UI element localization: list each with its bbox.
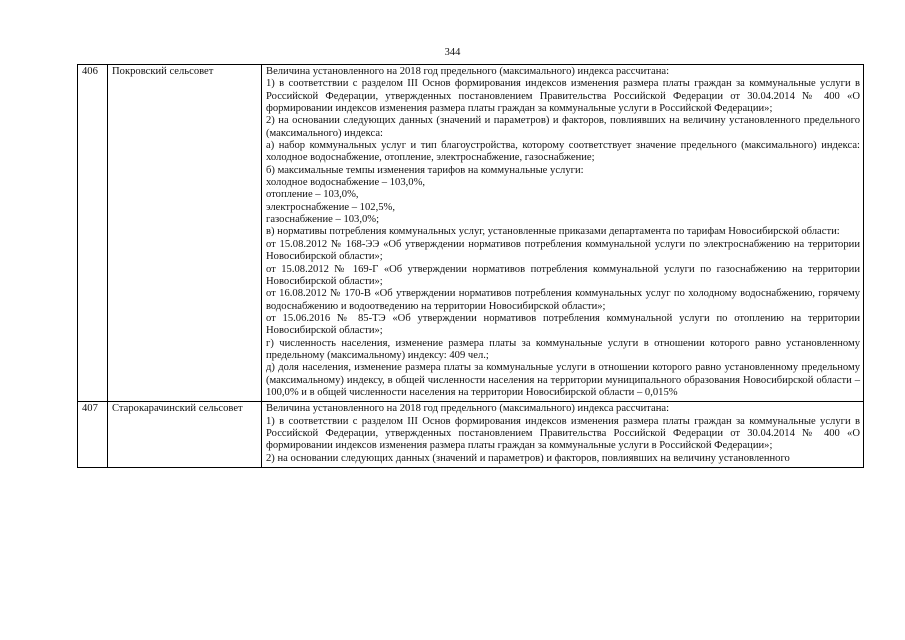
index-table	[77, 64, 864, 468]
desc-line: холодное водоснабжение – 103,0%,	[266, 177, 426, 189]
desc-line: отопление – 103,0%,	[266, 189, 359, 201]
desc-line: 1) в соответствии с разделом III Основ формирования индексов изменения размера платы граждан за коммунальные услуги в Российской Федерации, утвержденных постановлением Правительства Российской Федерации от 30.04.2014 № 400 «О формировании индексов изменения размера платы граждан за коммунальные услуги в Российской Федерации»;	[266, 415, 860, 452]
desc-line: д) доля населения, изменение размера платы за коммунальные услуги в отношении которого равно установленному предельному (максимальному) индексу, в общей численности населения на территории муниципального образования Новосибирской области – 100,0% и в общей численности населения на территории Новосибирской области – 0,015%	[266, 362, 860, 398]
desc-line: от 15.06.2016 № 85-ТЭ «Об утверждении нормативов потребления коммунальной услуги по отоплению на территории Новосибирской области»;	[266, 312, 860, 337]
desc-line: г) численность населения, изменение размера платы за коммунальные услуги в отношении которого равно установленному предельному (максимальному) индексу: 409 чел.;	[266, 337, 860, 361]
row-number: 407	[78, 402, 108, 468]
desc-line: Величина установленного на 2018 год предельного (максимального) индекса рассчитана:	[266, 403, 670, 415]
table-row	[78, 65, 864, 402]
desc-line: от 15.08.2012 № 168-ЭЭ «Об утверждении нормативов потребления коммунальной услуги по электроснабжению на территории Новосибирской области»;	[266, 238, 860, 263]
page-number: 344	[444, 47, 461, 58]
desc-line: от 15.08.2012 № 169-Г «Об утверждении нормативов потребления коммунальной услуги по газоснабжению на территории Новосибирской области»;	[266, 263, 860, 287]
desc-line: 2) на основании следующих данных (значений и параметров) и факторов, повлиявших на величину установленного	[266, 452, 790, 464]
table-row	[78, 402, 864, 468]
desc-line: б) максимальные темпы изменения тарифов на коммунальные услуги:	[266, 164, 584, 176]
desc-line: газоснабжение – 103,0%;	[266, 214, 380, 226]
row-number: 406	[78, 65, 108, 402]
row-description	[262, 65, 864, 402]
desc-line: 1) в соответствии с разделом III Основ формирования индексов изменения размера платы граждан за коммунальные услуги в Российской Федерации, утвержденных постановлением Правительства Российской Федерации от 30.04.2014 № 400 «О формировании индексов изменения размера платы граждан за коммунальные услуги в Российской Федерации»;	[266, 78, 860, 115]
municipality-name: Старокарачинский сельсовет	[108, 402, 262, 468]
desc-line: электроснабжение – 102,5%,	[266, 201, 395, 213]
desc-line: от 16.08.2012 № 170-В «Об утверждении нормативов потребления коммунальных услуг по холодному водоснабжению, горячему водоснабжению и водоотведению на территории Новосибирской области»;	[266, 288, 860, 312]
municipality-name: Покровский сельсовет	[108, 65, 262, 402]
desc-line: 2) на основании следующих данных (значений и параметров) и факторов, повлиявших на величину установленного предельного (максимального) индекса:	[266, 115, 860, 139]
desc-line: в) нормативы потребления коммунальных услуг, установленные приказами департамента по тарифам Новосибирской области:	[266, 226, 840, 238]
desc-line: а) набор коммунальных услуг и тип благоустройства, которому соответствует значение предельного (максимального) индекса: холодное водоснабжение, отопление, электроснабжение, газоснабжение;	[266, 140, 860, 164]
row-description	[262, 402, 864, 468]
desc-line: Величина установленного на 2018 год предельного (максимального) индекса рассчитана:	[266, 66, 670, 77]
